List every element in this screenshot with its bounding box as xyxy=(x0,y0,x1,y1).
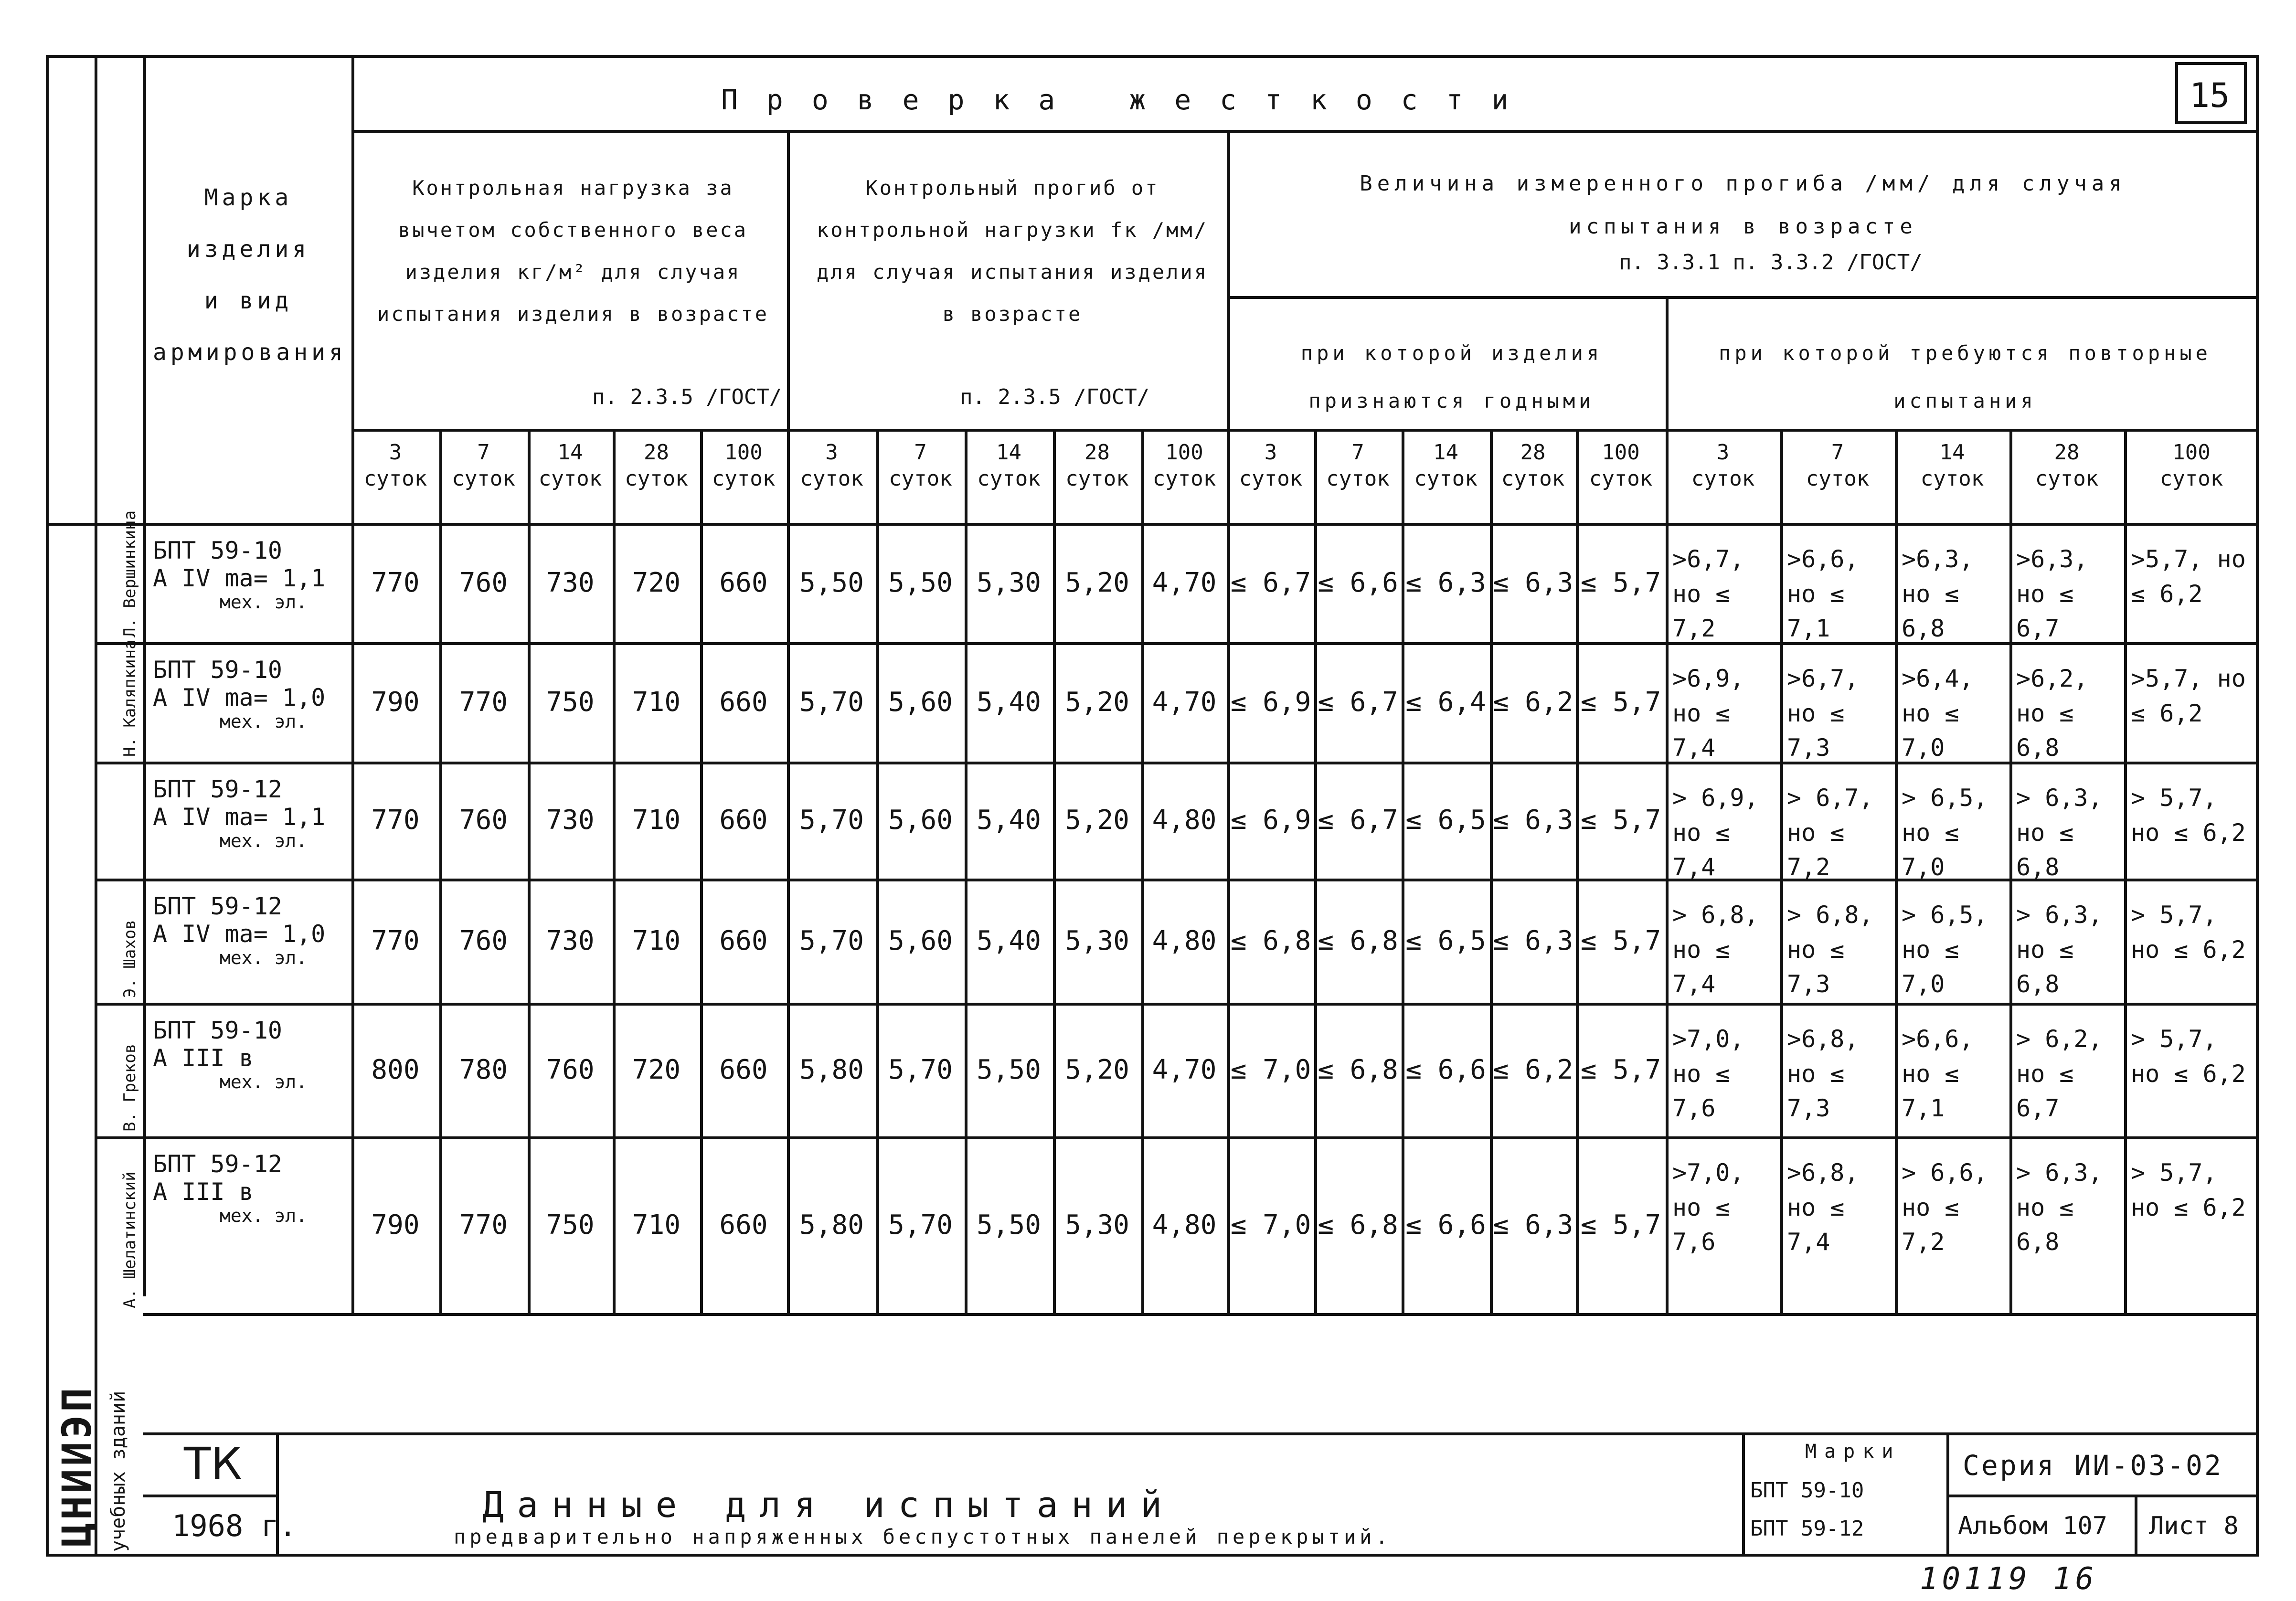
fit-limit: ≤ 6,6 xyxy=(1405,1054,1486,1085)
deflection-value: 4,70 xyxy=(1152,1054,1217,1085)
fit-limit: ≤ 6,2 xyxy=(1492,686,1573,718)
deflection-value: 5,20 xyxy=(1065,567,1129,598)
reinforcement: А IV mа= 1,0 xyxy=(153,920,326,948)
load-value: 800 xyxy=(371,1054,420,1085)
fit-limit: ≤ 6,3 xyxy=(1492,805,1573,836)
load-value: 760 xyxy=(459,805,508,836)
retest-range: > 6,8, но ≤ 7,3 xyxy=(1787,901,1873,998)
stamp-tk: ТК xyxy=(184,1438,242,1489)
row-mark xyxy=(153,537,344,613)
fit-limit: ≤ 5,7 xyxy=(1580,1209,1661,1241)
org-logo: ЦНИИЭП xyxy=(53,1385,100,1547)
load-value: 770 xyxy=(459,1209,508,1241)
reinforcement: А III в xyxy=(153,1177,254,1206)
grid-line xyxy=(2009,429,2012,1313)
load-value: 760 xyxy=(546,1054,595,1085)
deflection-value: 5,50 xyxy=(977,1209,1041,1241)
mark-header-line: Марка xyxy=(204,184,293,211)
grid-line xyxy=(2124,429,2127,1313)
retest-range: > 6,7, но ≤ 7,2 xyxy=(1787,784,1873,881)
fit-limit: ≤ 6,3 xyxy=(1492,567,1573,598)
fit-limit: ≤ 6,4 xyxy=(1405,686,1486,718)
retest-range: > 6,3, но ≤ 6,8 xyxy=(2016,901,2103,998)
retest-range: >5,7, но ≤ 6,2 xyxy=(2131,665,2246,727)
deflection-value: 5,70 xyxy=(799,925,864,956)
deflection-value: 5,60 xyxy=(888,805,953,836)
retest-range: >5,7, но ≤ 6,2 xyxy=(2131,545,2246,608)
deflection-value: 5,70 xyxy=(799,805,864,836)
deflection-value: 4,80 xyxy=(1152,925,1217,956)
retest-range: > 5,7, но ≤ 6,2 xyxy=(2131,1025,2246,1088)
grid-line xyxy=(1780,429,1783,1313)
retest-range: >7,0, но ≤ 7,6 xyxy=(1672,1025,1744,1122)
deflection-value: 4,70 xyxy=(1152,686,1217,718)
mark-code: БПТ 59-10 xyxy=(153,656,282,684)
fit-limit: ≤ 6,3 xyxy=(1492,925,1573,956)
deflection-value: 5,80 xyxy=(799,1054,864,1085)
fit-limit: ≤ 6,8 xyxy=(1230,925,1311,956)
signer-name: Н. Каляпкина xyxy=(120,639,139,757)
day-header: 7 суток xyxy=(452,440,515,491)
stamp-album: Альбом 107 xyxy=(1958,1512,2108,1540)
deflection-value: 5,60 xyxy=(888,686,953,718)
load-value: 730 xyxy=(546,567,595,598)
deflection-value: 5,30 xyxy=(1065,1209,1129,1241)
day-header: 7 суток xyxy=(1326,440,1390,491)
mark-note: мех. эл. xyxy=(220,1071,308,1092)
row-mark xyxy=(153,776,344,852)
day-header: 28 суток xyxy=(1065,440,1129,491)
mark-note: мех. эл. xyxy=(220,1205,308,1226)
load-value: 760 xyxy=(459,925,508,956)
margin-line xyxy=(95,55,97,1557)
deflection-value: 5,50 xyxy=(799,567,864,598)
fit-limit: ≤ 6,6 xyxy=(1405,1209,1486,1241)
retest-range: >6,3, но ≤ 6,8 xyxy=(1902,545,1974,642)
deflection-value: 5,70 xyxy=(799,686,864,718)
fit-limit: ≤ 5,7 xyxy=(1580,567,1661,598)
signer-name: Л. Вершинкина xyxy=(120,510,139,637)
deflection-value: 5,40 xyxy=(977,805,1041,836)
load-header: Контрольная нагрузка за вычетом собственного веса изделия кг/м² для случая испытания изделия в возрасте xyxy=(377,176,769,326)
fit-limit: ≤ 6,5 xyxy=(1405,925,1486,956)
margin-line xyxy=(143,55,146,1296)
signer-name: Э. Шахов xyxy=(120,920,139,998)
grid-line xyxy=(351,429,2259,432)
fit-limit: ≤ 6,7 xyxy=(1318,805,1398,836)
stamp-line xyxy=(1742,1432,1745,1557)
day-header: 100 суток xyxy=(1152,440,1216,491)
day-header: 3 суток xyxy=(800,440,863,491)
fit-limit: ≤ 5,7 xyxy=(1580,1054,1661,1085)
load-value: 750 xyxy=(546,1209,595,1241)
row-mark xyxy=(153,893,344,969)
signer-name: А. Шелатинский xyxy=(120,1171,139,1308)
deflection-value: 5,50 xyxy=(888,567,953,598)
day-header: 28 суток xyxy=(1501,440,1565,491)
mark-code: БПТ 59-12 xyxy=(153,775,282,803)
retest-range: >6,9, но ≤ 7,4 xyxy=(1672,665,1744,762)
retest-range: > 6,6, но ≤ 7,2 xyxy=(1902,1159,1988,1256)
doc-subtitle: предварительно напряженных беспустотных панелей перекрытий. xyxy=(454,1525,1392,1548)
day-header: 100 суток xyxy=(712,440,776,491)
grid-line xyxy=(143,1313,2259,1316)
load-value: 710 xyxy=(632,686,681,718)
day-header: 14 суток xyxy=(1414,440,1478,491)
load-value: 770 xyxy=(371,925,420,956)
load-value: 660 xyxy=(719,925,768,956)
load-value: 660 xyxy=(719,1209,768,1241)
stamp-line xyxy=(1946,1495,2259,1497)
mark-note: мех. эл. xyxy=(220,830,308,851)
retest-range: > 6,5, но ≤ 7,0 xyxy=(1902,784,1988,881)
fit-limit: ≤ 6,3 xyxy=(1405,567,1486,598)
load-value: 660 xyxy=(719,686,768,718)
fit-limit: ≤ 6,5 xyxy=(1405,805,1486,836)
load-value: 710 xyxy=(632,805,681,836)
retest-range: >6,2, но ≤ 6,8 xyxy=(2016,665,2088,762)
deflection-value: 5,50 xyxy=(977,1054,1041,1085)
retest-range: >6,6, но ≤ 7,1 xyxy=(1902,1025,1974,1122)
grid-line xyxy=(351,130,2259,133)
measured-header: Величина измеренного прогиба /мм/ для случая испытания в возрасте xyxy=(1360,171,2126,239)
retest-range: >7,0, но ≤ 7,6 xyxy=(1672,1159,1744,1256)
load-value: 710 xyxy=(632,1209,681,1241)
load-value: 660 xyxy=(719,567,768,598)
fit-limit: ≤ 7,0 xyxy=(1230,1209,1311,1241)
deflection-value: 5,20 xyxy=(1065,805,1129,836)
stamp-line xyxy=(143,1495,276,1497)
mark-note: мех. эл. xyxy=(220,711,308,732)
measured-header-ref: п. 3.3.1 п. 3.3.2 /ГОСТ/ xyxy=(1619,250,1923,275)
fit-limit: ≤ 6,9 xyxy=(1230,805,1311,836)
retest-range: > 6,2, но ≤ 6,7 xyxy=(2016,1025,2103,1122)
fit-limit: ≤ 6,8 xyxy=(1318,1054,1398,1085)
fit-limit: ≤ 6,8 xyxy=(1318,1209,1398,1241)
load-header-ref: п. 2.3.5 /ГОСТ/ xyxy=(592,385,782,409)
day-header: 100 суток xyxy=(2159,440,2223,491)
deflection-value: 5,70 xyxy=(888,1209,953,1241)
stamp-sheet: Лист 8 xyxy=(2149,1512,2239,1540)
load-value: 730 xyxy=(546,925,595,956)
mark-code: БПТ 59-12 xyxy=(153,892,282,920)
fit-limit: ≤ 6,6 xyxy=(1318,567,1398,598)
mark-code: БПТ 59-10 xyxy=(153,1017,282,1044)
deflection-value: 4,70 xyxy=(1152,567,1217,598)
deflection-value: 5,30 xyxy=(977,567,1041,598)
retest-range: > 6,3, но ≤ 6,8 xyxy=(2016,784,2103,881)
sheet-number: 15 xyxy=(2190,76,2230,115)
row-mark xyxy=(153,1151,344,1227)
archive-number: 10119 16 xyxy=(1920,1561,2098,1597)
day-header: 28 суток xyxy=(625,440,688,491)
deflection-value: 4,80 xyxy=(1152,805,1217,836)
marks-label: Марки xyxy=(1805,1441,1901,1463)
mark-note: мех. эл. xyxy=(220,947,308,968)
day-header: 14 суток xyxy=(1920,440,1984,491)
day-header: 7 суток xyxy=(889,440,952,491)
fit-limit: ≤ 5,7 xyxy=(1580,925,1661,956)
retest-range: > 5,7, но ≤ 6,2 xyxy=(2131,1159,2246,1221)
deflection-value: 5,20 xyxy=(1065,686,1129,718)
day-header: 3 суток xyxy=(1239,440,1303,491)
grid-line xyxy=(1227,296,2259,299)
deflection-value: 5,20 xyxy=(1065,1054,1129,1085)
fit-limit: ≤ 6,9 xyxy=(1230,686,1311,718)
stamp-year: 1968 г. xyxy=(172,1508,297,1543)
load-value: 780 xyxy=(459,1054,508,1085)
row-mark xyxy=(153,1017,344,1093)
deflection-value: 5,80 xyxy=(799,1209,864,1241)
day-header: 3 суток xyxy=(1691,440,1755,491)
day-header: 7 суток xyxy=(1806,440,1870,491)
day-header: 14 суток xyxy=(538,440,602,491)
load-value: 770 xyxy=(371,567,420,598)
retest-range: >6,7, но ≤ 7,3 xyxy=(1787,665,1859,762)
reinforcement: А IV mа= 1,0 xyxy=(153,683,326,711)
deflection-value: 4,80 xyxy=(1152,1209,1217,1241)
retest-range: >6,3, но ≤ 6,7 xyxy=(2016,545,2088,642)
deflection-header: Контрольный прогиб от контрольной нагрузки fк /мм/ для случая испытания изделия в возрасте xyxy=(816,176,1208,326)
deflection-value: 5,70 xyxy=(888,1054,953,1085)
day-header: 28 суток xyxy=(2035,440,2099,491)
day-header: 3 суток xyxy=(363,440,427,491)
reinforcement: А III в xyxy=(153,1044,254,1072)
signer-name: В. Греков xyxy=(120,1043,139,1132)
load-value: 660 xyxy=(719,1054,768,1085)
org-subtitle: учебных зданий xyxy=(107,1390,129,1552)
deflection-value: 5,30 xyxy=(1065,925,1129,956)
retest-header: при которой требуются повторные испытания xyxy=(1719,341,2211,413)
retest-range: >6,7, но ≤ 7,2 xyxy=(1672,545,1744,642)
reinforcement: А IV mа= 1,1 xyxy=(153,564,326,592)
retest-range: >6,8, но ≤ 7,4 xyxy=(1787,1159,1859,1256)
mark-header-line: армирования xyxy=(153,339,347,366)
retest-range: > 5,7, но ≤ 6,2 xyxy=(2131,901,2246,964)
load-value: 750 xyxy=(546,686,595,718)
mark-note: мех. эл. xyxy=(220,592,308,613)
stamp-line xyxy=(143,1432,2259,1435)
mark-code: БПТ 59-10 xyxy=(153,537,282,564)
day-header: 100 суток xyxy=(1589,440,1653,491)
load-value: 790 xyxy=(371,1209,420,1241)
retest-range: > 6,3, но ≤ 6,8 xyxy=(2016,1159,2103,1256)
fit-limit: ≤ 6,7 xyxy=(1318,686,1398,718)
table-title: Проверка жесткости xyxy=(721,84,1537,116)
mark-header xyxy=(153,172,347,378)
mark-header-line: изделия xyxy=(186,236,310,263)
retest-range: >6,4, но ≤ 7,0 xyxy=(1902,665,1974,762)
deflection-value: 5,40 xyxy=(977,925,1041,956)
load-value: 760 xyxy=(459,567,508,598)
deflection-value: 5,60 xyxy=(888,925,953,956)
stamp-mark1: БПТ 59-10 xyxy=(1750,1478,1864,1503)
fit-limit: ≤ 6,2 xyxy=(1492,1054,1573,1085)
retest-range: >6,6, но ≤ 7,1 xyxy=(1787,545,1859,642)
fit-limit: ≤ 6,7 xyxy=(1230,567,1311,598)
fit-limit: ≤ 7,0 xyxy=(1230,1054,1311,1085)
load-value: 660 xyxy=(719,805,768,836)
load-value: 770 xyxy=(371,805,420,836)
retest-range: > 5,7, но ≤ 6,2 xyxy=(2131,784,2246,847)
load-value: 710 xyxy=(632,925,681,956)
mark-header-line: и вид xyxy=(204,287,293,314)
fit-limit: ≤ 6,3 xyxy=(1492,1209,1573,1241)
day-header: 14 суток xyxy=(977,440,1041,491)
retest-range: > 6,8, но ≤ 7,4 xyxy=(1672,901,1759,998)
deflection-value: 5,40 xyxy=(977,686,1041,718)
row-mark xyxy=(153,657,344,732)
load-value: 790 xyxy=(371,686,420,718)
stamp-series: Серия ИИ-03-02 xyxy=(1963,1449,2223,1482)
retest-range: > 6,5, но ≤ 7,0 xyxy=(1902,901,1988,998)
load-value: 730 xyxy=(546,805,595,836)
reinforcement: А IV mа= 1,1 xyxy=(153,803,326,831)
fit-limit: ≤ 5,7 xyxy=(1580,805,1661,836)
fit-limit: ≤ 6,8 xyxy=(1318,925,1398,956)
load-value: 720 xyxy=(632,567,681,598)
grid-line xyxy=(1895,429,1898,1313)
load-value: 770 xyxy=(459,686,508,718)
retest-range: > 6,9, но ≤ 7,4 xyxy=(1672,784,1759,881)
mark-code: БПТ 59-12 xyxy=(153,1150,282,1178)
stamp-line xyxy=(2135,1495,2137,1557)
fit-limit: ≤ 5,7 xyxy=(1580,686,1661,718)
fit-header: при которой изделия признаются годными xyxy=(1300,341,1603,413)
load-value: 720 xyxy=(632,1054,681,1085)
deflection-header-ref: п. 2.3.5 /ГОСТ/ xyxy=(960,385,1150,409)
doc-title: Данные для испытаний xyxy=(482,1484,1176,1526)
stamp-mark2: БПТ 59-12 xyxy=(1750,1516,1864,1541)
retest-range: >6,8, но ≤ 7,3 xyxy=(1787,1025,1859,1122)
